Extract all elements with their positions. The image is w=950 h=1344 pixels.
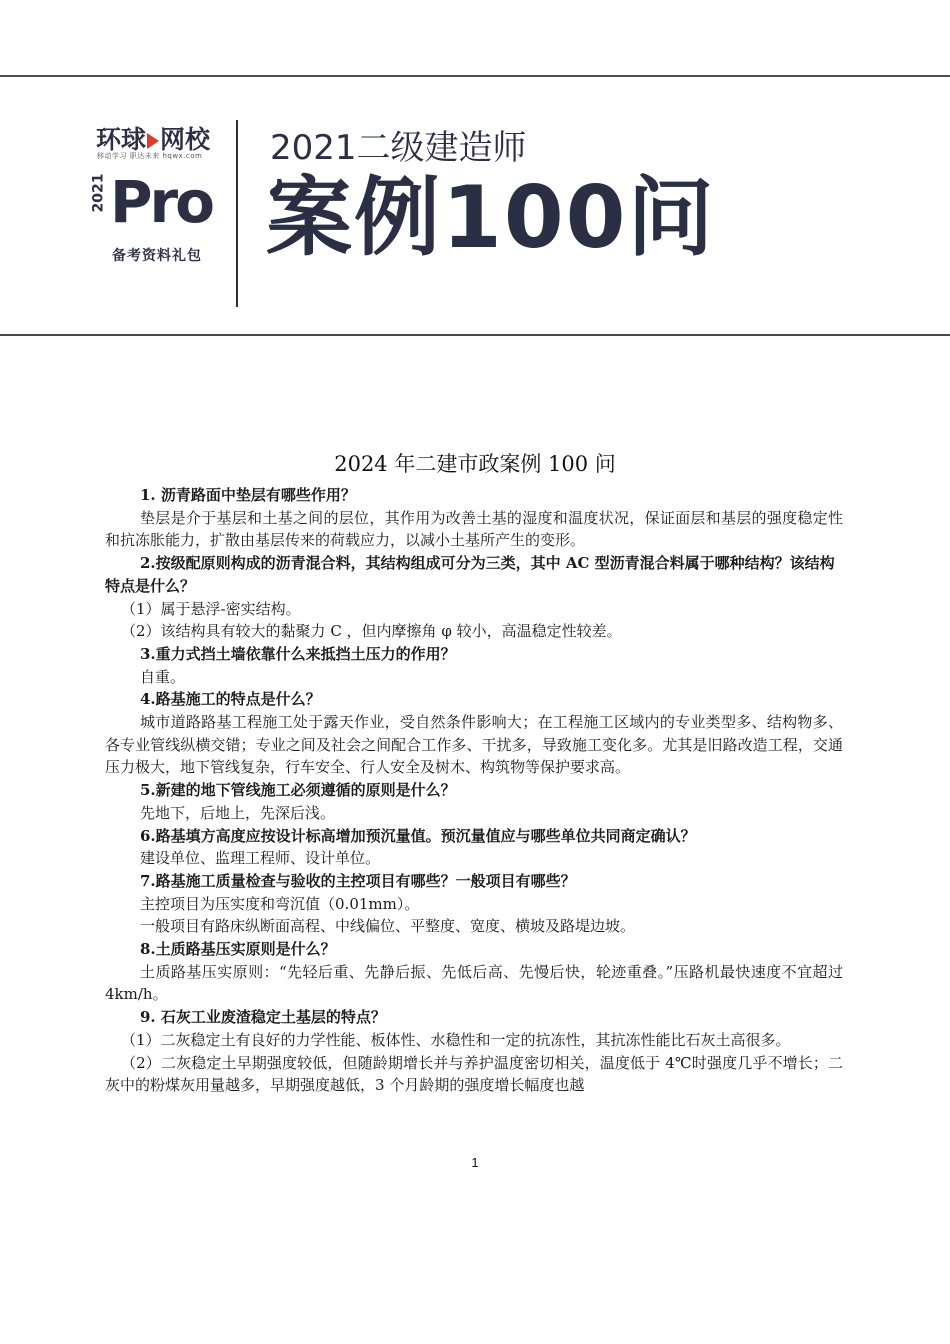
question: 1. 沥青路面中垫层有哪些作用？ [140, 486, 356, 504]
question: 7.路基施工质量检查与验收的主控项目有哪些？一般项目有哪些？ [140, 871, 576, 890]
answer: 自重。 [140, 667, 186, 686]
question: 3.重力式挡土墙依靠什么来抵挡土压力的作用？ [140, 644, 456, 663]
question: 2.按级配原则构成的沥青混合料，其结构组成可分为三类，其中 AC 型沥青混合料属于哪种结构？该结构特点是什么？ [105, 554, 835, 595]
banner-divider [236, 120, 238, 307]
qa-content [105, 484, 843, 1097]
answer: 垫层是介于基层和土基之间的层位，其作用为改善土基的湿度和温度状况，保证面层和基层的强度稳定性和抗冻胀能力，扩散由基层传来的荷载应力，以减小土基所产生的变形。 [105, 508, 843, 550]
question: 6.路基填方高度应按设计标高增加预沉量值。预沉量值应与哪些单位共同商定确认？ [140, 826, 696, 845]
page-number: 1 [471, 1155, 479, 1170]
question: 4.路基施工的特点是什么？ [140, 690, 321, 709]
answer: （1）属于悬浮-密实结构。 [121, 599, 301, 618]
header-top-rule [0, 75, 950, 77]
pack-label: 备考资料礼包 [112, 248, 202, 264]
answer: 建设单位、监理工程师、设计单位。 [140, 849, 381, 868]
answer: 一般项目有路床纵断面高程、中线偏位、平整度、宽度、横坡及路堤边坡。 [140, 917, 636, 936]
question: 9. 石灰工业废渣稳定土基层的特点？ [140, 1008, 386, 1027]
question: 8.土质路基压实原则是什么？ [140, 940, 336, 959]
answer: （1）二灰稳定土有良好的力学性能、板体性、水稳性和一定的抗冻性，其抗冻性能比石灰土高很多。 [121, 1030, 791, 1049]
brand-logo: 环球 网校 [96, 125, 211, 154]
play-icon [147, 133, 159, 149]
question: 5.新建的地下管线施工必须遵循的原则是什么？ [140, 781, 456, 800]
answer: （2）二灰稳定土早期强度较低，但随龄期增长并与养护温度密切相关，温度低于 4℃时强度几乎不增长；二灰中的粉煤灰用量越多，早期强度越低，3 个月龄期的强度增长幅度也越 [105, 1053, 843, 1095]
brand-tagline: 移动学习 职达未来 hqwx.com [97, 152, 203, 160]
document-title: 2024 年二建市政案例 100 问 [334, 452, 616, 476]
answer: 先地下，后地上，先深后浅。 [140, 803, 336, 822]
pro-wordmark: Pro [110, 168, 212, 236]
answer: 城市道路路基工程施工处于露天作业，受自然条件影响大；在工程施工区域内的专业类型多、结构物多、各专业管线纵横交错；专业之间及社会之间配合工作多、干扰多，导致施工变化多。尤其是旧路改造工程，交通压力极大，地下管线复杂，行车安全、行人安全及树木、构筑物等保护要求高。 [105, 713, 843, 777]
year-label: 2021 [90, 173, 106, 213]
answer: 主控项目为压实度和弯沉值（0.01mm）。 [140, 894, 420, 913]
answer: （2）该结构具有较大的黏聚力 C ，但内摩擦角 φ 较小，高温稳定性较差。 [121, 622, 622, 641]
exam-title: 2021二级建造师 [270, 128, 527, 168]
banner-big-title: 案例100问 [266, 168, 716, 268]
answer: 土质路基压实原则：“先轻后重、先静后振、先低后高、先慢后快，轮迹重叠。”压路机最快速度不宜超过 4km/h。 [105, 962, 843, 1004]
header-bottom-rule [0, 334, 950, 336]
